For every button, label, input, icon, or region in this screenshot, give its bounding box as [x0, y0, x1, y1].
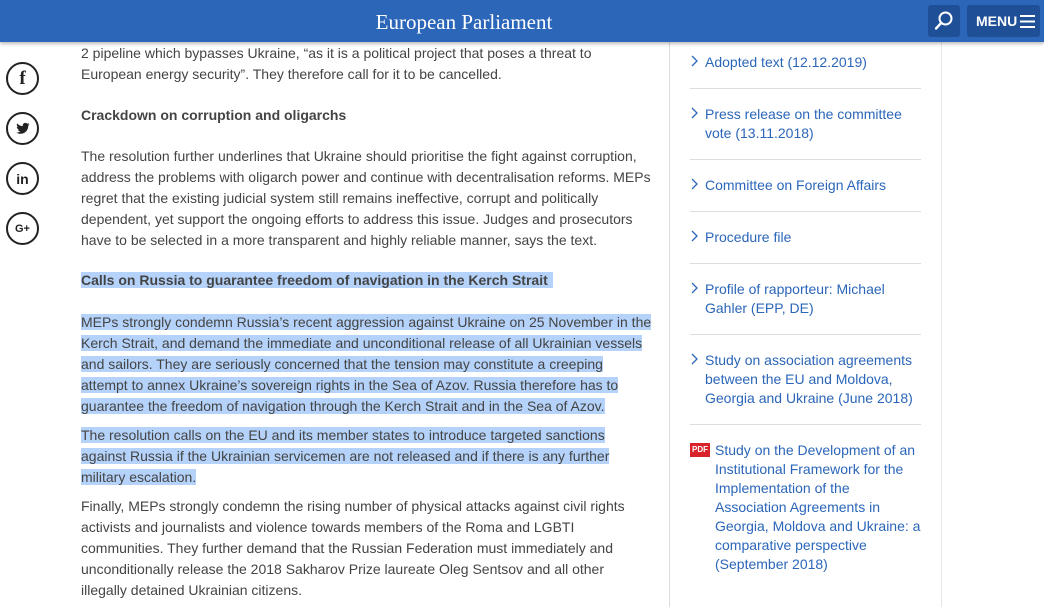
google-plus-icon: G+	[15, 223, 30, 235]
paragraph-russia-aggression	[81, 312, 653, 417]
site-title[interactable]: European Parliament	[375, 10, 553, 34]
twitter-icon	[8, 114, 37, 143]
article-intro	[81, 43, 656, 85]
google-plus-share-button[interactable]	[6, 212, 39, 245]
link-procedure-file[interactable]	[690, 228, 921, 247]
selected-paragraph-text: The resolution calls on the EU and its member states to introduce targeted sanctions against Russia if the Ukrainian servicemen are not released and if there is any further military escalation.	[81, 427, 610, 485]
link-label[interactable]: Committee on Foreign Affairs	[705, 177, 887, 193]
link-label[interactable]: Press release on the committee vote (13.11.2018)	[705, 106, 902, 141]
chevron-right-icon	[690, 177, 700, 191]
link-adopted-text[interactable]	[690, 53, 921, 72]
link-label[interactable]: Adopted text (12.12.2019)	[705, 54, 867, 70]
divider	[690, 263, 921, 264]
paragraph-corruption: The resolution further underlines that Ukraine should prioritise the fight against corruption, address the problems with oligarch power and continue with decentralisation reforms. MEPs regret that the existing judicial system still remains ineffective, corrupt and politically dependent, yet support the ongoing efforts to address this issue. Judges and prosecutors have to be selected in a more transparent and highly reliable manner, says the text.	[81, 148, 651, 248]
chevron-right-icon	[690, 54, 700, 68]
search-button[interactable]	[928, 5, 960, 37]
hamburger-icon	[1020, 15, 1035, 28]
link-label[interactable]: Profile of rapporteur: Michael Gahler (EPP, DE)	[705, 281, 885, 316]
divider	[690, 334, 921, 335]
selected-heading-text: Calls on Russia to guarantee freedom of navigation in the Kerch Strait	[81, 272, 553, 288]
chevron-right-icon	[690, 281, 700, 295]
paragraph-civil-rights: Finally, MEPs strongly condemn the rising number of physical attacks against civil rights activists and journalists and violence towards members of the Roma and LGBTI communities. They further demand that the Russian Federation must immediately and unconditionally release the 2018 Sakharov Prize laureate Oleg Sentsov and all other illegally detained Ukrainian citizens.	[81, 498, 625, 598]
twitter-share-button[interactable]	[6, 112, 39, 145]
chevron-right-icon	[690, 106, 700, 120]
link-study-association-agreements[interactable]	[690, 351, 921, 408]
column-divider	[669, 42, 670, 607]
menu-label: MENU	[976, 13, 1018, 29]
site-header	[0, 0, 1044, 42]
facebook-share-button[interactable]	[6, 62, 39, 95]
link-label[interactable]: Procedure file	[705, 229, 792, 245]
linkedin-icon: in	[16, 171, 29, 187]
divider	[690, 159, 921, 160]
intro-line: 2 pipeline which bypasses Ukraine, “as it is a political project that poses a threat to	[81, 45, 592, 61]
facebook-icon: f	[19, 68, 26, 89]
paragraph-sanctions	[81, 425, 621, 488]
intro-line: European energy security”. They therefore call for it to be cancelled.	[81, 66, 502, 82]
link-press-release[interactable]	[690, 105, 921, 143]
heading-corruption: Crackdown on corruption and oligarchs	[81, 107, 347, 123]
search-icon	[928, 5, 960, 37]
sidebar-border	[941, 42, 942, 607]
menu-button[interactable]	[967, 5, 1040, 37]
link-study-institutional-framework[interactable]	[690, 441, 921, 574]
chevron-right-icon	[690, 229, 700, 243]
divider	[690, 424, 921, 425]
heading-russia	[81, 270, 656, 291]
selected-paragraph-text: MEPs strongly condemn Russia’s recent aggression against Ukraine on 25 November in the Kerch Strait, and demand the immediate and unconditional release of all Ukrainian vessels and sailors. They are seriously concerned that the tension may constitute a creeping attempt to annex Ukraine’s sovereign rights in the Sea of Azov. Russia therefore has to guarantee the freedom of navigation through the Kerch Strait and in the Sea of Azov.	[81, 314, 652, 414]
pdf-icon: PDF	[690, 443, 710, 457]
link-label[interactable]: Study on association agreements between the EU and Moldova, Georgia and Ukraine (June 2018)	[705, 352, 913, 406]
link-rapporteur-profile[interactable]	[690, 280, 921, 318]
link-label[interactable]: Study on the Development of an Institutional Framework for the Implementation of the Association Agreements in Georgia, Moldova and Ukraine: a comparative perspective (September 2018)	[715, 442, 921, 572]
divider	[690, 211, 921, 212]
linkedin-share-button[interactable]	[6, 162, 39, 195]
chevron-right-icon	[690, 352, 700, 366]
link-committee-foreign-affairs[interactable]	[690, 176, 921, 195]
divider	[690, 88, 921, 89]
